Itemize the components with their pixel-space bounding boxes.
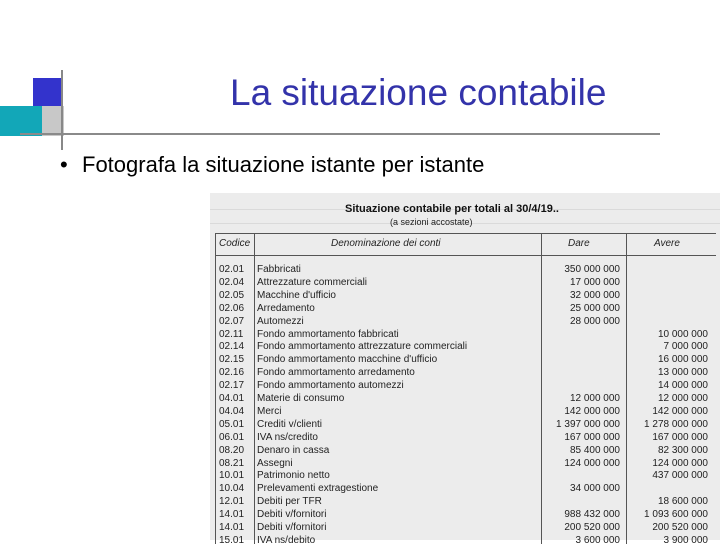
row-account-name: IVA ns/debito <box>257 534 316 546</box>
title-underline <box>20 133 660 135</box>
bullet-text: Fotografa la situazione istante per istante <box>82 152 485 177</box>
row-dare-value: 142 000 000 <box>564 405 620 417</box>
row-account-name: Crediti v/clienti <box>257 418 323 430</box>
row-code: 02.16 <box>219 367 245 379</box>
decor-square-teal <box>0 106 42 136</box>
row-code: 04.04 <box>219 405 245 417</box>
row-code: 05.01 <box>219 418 245 430</box>
row-dare-value: 200 520 000 <box>564 522 620 533</box>
decor-vertical-line <box>61 70 63 150</box>
row-code: 02.07 <box>219 315 245 327</box>
row-avere-value: 1 093 600 000 <box>644 509 708 521</box>
row-code: 08.20 <box>219 444 245 456</box>
row-avere-value: 437 000 000 <box>652 470 708 482</box>
row-account-name: Attrezzature commerciali <box>257 276 368 288</box>
row-code: 10.04 <box>219 483 245 495</box>
row-avere-value: 124 000 000 <box>652 457 708 469</box>
row-account-name: Assegni <box>257 457 293 469</box>
row-account-name: Debiti v/fornitori <box>257 509 327 521</box>
slide-title: La situazione contabile <box>230 72 607 113</box>
row-dare-value: 25 000 000 <box>569 302 620 314</box>
row-dare-value: 1 397 000 000 <box>556 418 620 430</box>
row-account-name: Patrimonio netto <box>257 470 330 482</box>
row-avere-value: 1 278 000 000 <box>644 418 708 430</box>
row-code: 14.01 <box>219 509 245 521</box>
ledger-subtitle: (a sezioni accostate) <box>390 217 473 227</box>
row-account-name: Automezzi <box>257 315 304 327</box>
row-account-name: Fabbricati <box>257 264 301 275</box>
row-account-name: Macchine d'ufficio <box>257 289 336 301</box>
row-dare-value: 124 000 000 <box>564 457 620 469</box>
row-code: 02.01 <box>219 264 245 275</box>
row-code: 15.01 <box>219 534 245 546</box>
ledger-table <box>215 233 716 544</box>
row-avere-value: 13 000 000 <box>657 367 708 379</box>
ledger-title: Situazione contabile per totali al 30/4/19.. <box>345 203 559 215</box>
row-dare-value: 34 000 000 <box>569 483 620 495</box>
row-avere-value: 18 600 000 <box>657 496 708 508</box>
row-account-name: Debiti v/fornitori <box>257 522 327 533</box>
row-code: 02.17 <box>219 380 245 392</box>
row-code: 02.06 <box>219 302 245 314</box>
row-dare-value: 167 000 000 <box>564 431 620 443</box>
row-avere-value: 167 000 000 <box>652 431 708 443</box>
row-code: 08.21 <box>219 457 245 469</box>
row-dare-value: 17 000 000 <box>569 276 620 288</box>
row-avere-value: 82 300 000 <box>657 444 708 456</box>
row-account-name: IVA ns/credito <box>257 431 318 443</box>
row-code: 02.04 <box>219 276 245 288</box>
row-account-name: Debiti per TFR <box>257 496 322 508</box>
row-avere-value: 200 520 000 <box>652 522 708 533</box>
row-account-name: Materie di consumo <box>257 393 345 404</box>
row-code: 12.01 <box>219 496 245 508</box>
bullet-marker: • <box>60 152 68 177</box>
row-dare-value: 12 000 000 <box>569 393 620 404</box>
row-code: 02.15 <box>219 354 245 366</box>
row-avere-value: 142 000 000 <box>652 405 708 417</box>
row-code: 06.01 <box>219 431 245 443</box>
row-code: 14.01 <box>219 522 245 533</box>
row-account-name: Fondo ammortamento automezzi <box>257 380 404 392</box>
column-header-name: Denominazione dei conti <box>331 238 441 249</box>
row-code: 10.01 <box>219 470 245 482</box>
row-account-name: Fondo ammortamento arredamento <box>257 367 415 379</box>
row-account-name: Arredamento <box>257 302 315 314</box>
row-dare-value: 85 400 000 <box>569 444 620 456</box>
row-avere-value: 3 900 000 <box>663 534 708 546</box>
row-dare-value: 350 000 000 <box>564 264 620 275</box>
row-dare-value: 988 432 000 <box>564 509 620 521</box>
row-dare-value: 32 000 000 <box>569 289 620 301</box>
row-avere-value: 7 000 000 <box>663 341 708 353</box>
row-avere-value: 12 000 000 <box>657 393 708 404</box>
row-account-name: Denaro in cassa <box>257 444 330 456</box>
row-dare-value: 28 000 000 <box>569 315 620 327</box>
row-dare-value: 3 600 000 <box>575 534 620 546</box>
row-account-name: Fondo ammortamento fabbricati <box>257 328 399 340</box>
row-code: 02.14 <box>219 341 245 353</box>
row-avere-value: 14 000 000 <box>657 380 708 392</box>
row-account-name: Prelevamenti extragestione <box>257 483 379 495</box>
row-code: 02.11 <box>219 328 244 340</box>
row-account-name: Fondo ammortamento macchine d'ufficio <box>257 354 438 366</box>
row-avere-value: 10 000 000 <box>657 328 708 340</box>
row-code: 04.01 <box>219 393 245 404</box>
column-header-dare: Dare <box>568 238 590 249</box>
column-header-avere: Avere <box>654 238 680 249</box>
row-code: 02.05 <box>219 289 245 301</box>
row-avere-value: 16 000 000 <box>657 354 708 366</box>
row-account-name: Fondo ammortamento attrezzature commerciali <box>257 341 468 353</box>
row-account-name: Merci <box>257 405 282 417</box>
column-header-code: Codice <box>219 238 251 249</box>
scanned-ledger-image <box>210 193 720 546</box>
bullet-item <box>60 152 484 178</box>
